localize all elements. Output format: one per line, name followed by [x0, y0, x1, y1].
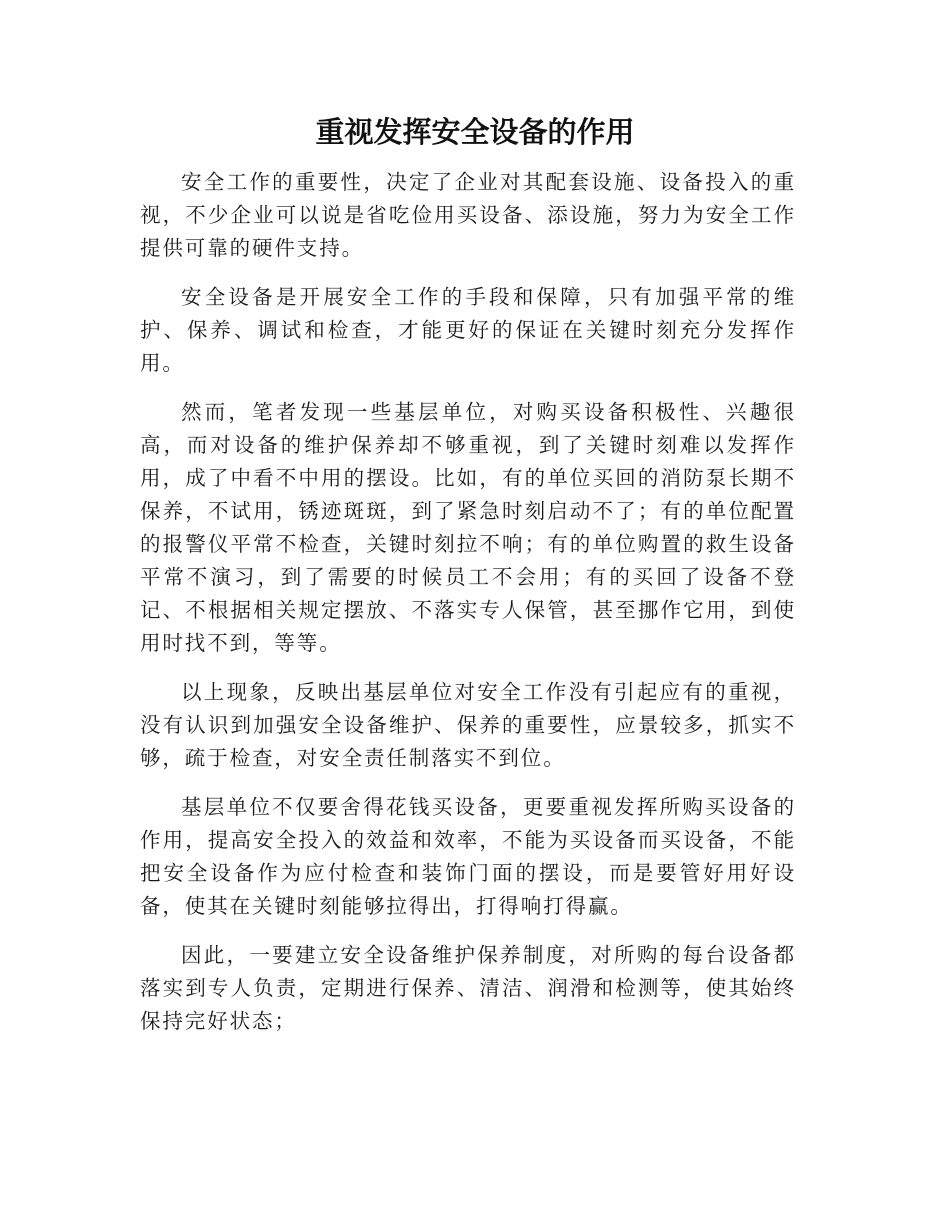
paragraph: 以上现象，反映出基层单位对安全工作没有引起应有的重视，没有认识到加强安全设备维护、保养的重要性，应景较多，抓实不够，疏于检查，对安全责任制落实不到位。 — [140, 680, 796, 770]
paragraph: 因此，一要建立安全设备维护保养制度，对所购的每台设备都落实到专人负责，定期进行保养、清洁、润滑和检测等，使其始终保持完好状态； — [140, 943, 796, 1033]
document-body — [140, 166, 796, 1054]
paragraph: 安全设备是开展安全工作的手段和保障，只有加强平常的维护、保养、调试和检查，才能更好的保证在关键时刻充分发挥作用。 — [140, 285, 796, 375]
document-title: 重视发挥安全设备的作用 — [315, 115, 635, 149]
paragraph: 然而，笔者发现一些基层单位，对购买设备积极性、兴趣很高，而对设备的维护保养却不够重视，到了关键时刻难以发挥作用，成了中看不中用的摆设。比如，有的单位买回的消防泵长期不保养，不试用，锈迹斑斑，到了紧急时刻启动不了；有的单位配置的报警仪平常不检查，关键时刻拉不响；有的单位购置的救生设备平常不演习，到了需要的时候员工不会用；有的买回了设备不登记、不根据相关规定摆放、不落实专人保管，甚至挪作它用，到使用时找不到，等等。 — [140, 400, 796, 655]
paragraph: 安全工作的重要性，决定了企业对其配套设施、设备投入的重视，不少企业可以说是省吃俭用买设备、添设施，努力为安全工作提供可靠的硬件支持。 — [140, 170, 796, 260]
paragraph: 基层单位不仅要舍得花钱买设备，更要重视发挥所购买设备的作用，提高安全投入的效益和效率，不能为买设备而买设备，不能把安全设备作为应付检查和装饰门面的摆设，而是要管好用好设备，使其在关键时刻能够拉得出，打得响打得赢。 — [140, 795, 796, 918]
